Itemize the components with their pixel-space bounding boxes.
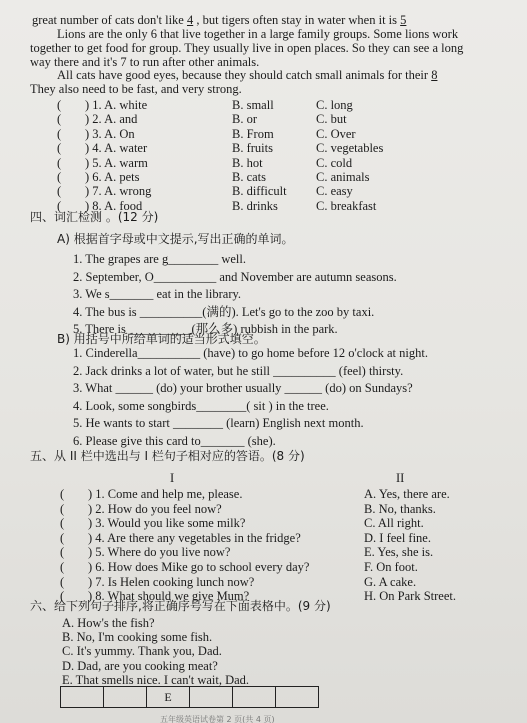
choice-option-b: B. small <box>232 98 274 112</box>
answer-table <box>60 686 319 708</box>
answer-cell[interactable] <box>190 687 233 708</box>
answer-cell[interactable]: E <box>147 687 190 708</box>
answer-paren: ( <box>57 112 62 127</box>
form-item: 2. Jack drinks a lot of water, but he still __________ (feel) thirsty. <box>73 363 404 378</box>
answer-paren: ( <box>60 530 65 545</box>
answer-paren: ( <box>57 155 62 170</box>
choice-option-c: C. but <box>316 112 347 127</box>
reply-option: B. No, thanks. <box>364 501 436 516</box>
sentence-item: C. It's yummy. Thank you, Dad. <box>62 644 222 659</box>
question-text: ) 8. What should we give Mum? <box>88 589 250 604</box>
section-4a-title: A) 根据首字母或中文提示,写出正确的单词。 <box>57 232 294 246</box>
answer-paren: ( <box>57 170 62 184</box>
choice-option-b: B. From <box>232 126 274 141</box>
passage-text: , but tigers often stay in water when it is <box>196 13 398 27</box>
choice-option-a: ) 4. A. water <box>85 141 148 156</box>
question-text: ) 5. Where do you live now? <box>88 545 231 560</box>
answer-paren: ( <box>60 545 65 560</box>
answer-row <box>61 687 319 708</box>
column-2-heading: II <box>396 471 405 485</box>
answer-cell[interactable] <box>104 687 147 708</box>
choice-option-b: B. difficult <box>232 184 287 199</box>
answer-cell[interactable] <box>233 687 276 708</box>
choice-option-a: ) 7. A. wrong <box>85 184 152 199</box>
form-item: 1. Cinderella__________ (have) to go home before 12 o'clock at night. <box>73 346 428 360</box>
question-text: ) 4. Are there any vegetables in the fridge? <box>88 530 301 545</box>
passage-line-2: Lions are the only 6 that live together in a large family groups. Some lions work <box>57 27 459 41</box>
choice-option-b: B. drinks <box>232 198 278 213</box>
answer-paren: ( <box>57 141 62 156</box>
choice-option-b: B. or <box>232 112 257 127</box>
passage-text: great number of cats don't like <box>32 13 184 27</box>
vocab-item: 2. September, O__________ and November are autumn seasons. <box>73 269 397 284</box>
answer-paren: ( <box>60 560 65 574</box>
answer-paren: ( <box>57 98 62 112</box>
reply-option: C. All right. <box>364 516 424 531</box>
answer-cell[interactable] <box>276 687 319 708</box>
passage-line-5 <box>57 68 437 82</box>
answer-paren: ( <box>57 198 62 213</box>
blank-5: 5 <box>400 13 407 27</box>
column-1-heading: I <box>170 471 175 485</box>
answer-paren: ( <box>60 574 65 589</box>
answer-paren: ( <box>60 516 65 531</box>
answer-paren: ( <box>57 126 62 141</box>
passage-text: All cats have good eyes, because they should catch small animals for their <box>57 68 429 82</box>
vocab-item: 3. We s_______ eat in the library. <box>73 287 242 301</box>
vocab-item: 5. There is __________(那么多) rubbish in the park. <box>73 322 338 336</box>
choice-option-c: C. cold <box>316 155 353 170</box>
passage-line-3: together to get food for group. They usually live in open places. So they can see a long <box>30 41 464 55</box>
choice-option-b: B. fruits <box>232 141 273 156</box>
passage-line-1 <box>32 13 406 27</box>
choice-option-c: C. vegetables <box>316 141 384 156</box>
question-text: ) 2. How do you feel now? <box>88 501 222 516</box>
section-5-title: 五、从 II 栏中选出与 I 栏句子相对应的答语。(8 分) <box>30 449 305 463</box>
passage-line-4: way there and it's 7 to run after other animals. <box>30 55 260 69</box>
choice-option-c: C. easy <box>316 184 353 199</box>
section-4-title: 四、词汇检测 。(12 分) <box>30 210 159 224</box>
choice-option-a: ) 3. A. On <box>85 126 135 141</box>
section-4b-title: B) 用括号中所给单词的适当形式填空。 <box>57 332 266 346</box>
form-item: 5. He wants to start ________ (learn) English next month. <box>73 416 364 431</box>
question-text: ) 1. Come and help me, please. <box>88 487 243 501</box>
vocab-item: 1. The grapes are g________ well. <box>73 252 246 266</box>
choice-option-b: B. cats <box>232 170 267 184</box>
choice-option-c: C. animals <box>316 170 370 184</box>
choice-option-a: ) 6. A. pets <box>85 170 140 184</box>
answer-paren: ( <box>57 184 62 199</box>
form-item: 3. What ______ (do) your brother usually ______ (do) on Sundays? <box>73 381 413 396</box>
choice-option-c: C. breakfast <box>316 198 377 213</box>
blank-8: 8 <box>431 68 438 82</box>
reply-option: D. I feel fine. <box>364 530 431 545</box>
reply-option: H. On Park Street. <box>364 589 456 604</box>
choice-option-a: ) 1. A. white <box>85 98 148 112</box>
form-item: 6. Please give this card to_______ (she). <box>73 434 276 448</box>
question-text: ) 3. Would you like some milk? <box>88 516 246 531</box>
sentence-item: E. That smells nice. I can't wait, Dad. <box>62 672 250 687</box>
blank-4: 4 <box>186 13 194 27</box>
sentence-item: B. No, I'm cooking some fish. <box>62 630 213 645</box>
form-item: 4. Look, some songbirds________( sit ) in the tree. <box>73 398 329 413</box>
reply-option: G. A cake. <box>364 574 417 589</box>
reply-option: E. Yes, she is. <box>364 545 434 560</box>
answer-paren: ( <box>60 487 65 501</box>
choice-option-c: C. Over <box>316 126 356 141</box>
question-text: ) 6. How does Mike go to school every day? <box>88 560 310 574</box>
question-text: ) 7. Is Helen cooking lunch now? <box>88 574 255 589</box>
choice-option-a: ) 5. A. warm <box>85 155 148 170</box>
sentence-item: D. Dad, are you cooking meat? <box>62 658 218 673</box>
choice-option-a: ) 8. A. food <box>85 198 143 213</box>
passage-line-6: They also need to be fast, and very strong. <box>30 82 242 96</box>
answer-paren: ( <box>60 589 65 604</box>
reply-option: A. Yes, there are. <box>364 487 450 501</box>
answer-paren: ( <box>60 501 65 516</box>
page-footer: 五年级英语试卷第 2 页(共 4 页) <box>160 715 275 723</box>
reply-option: F. On foot. <box>364 560 418 574</box>
choice-option-b: B. hot <box>232 155 263 170</box>
choice-option-c: C. long <box>316 98 353 112</box>
choice-option-a: ) 2. A. and <box>85 112 138 127</box>
answer-cell[interactable] <box>61 687 104 708</box>
vocab-item: 4. The bus is __________(满的). Let's go to the zoo by taxi. <box>73 304 375 319</box>
section-6-title: 六、给下列句子排序,将正确序号写在下面表格中。(9 分) <box>30 599 331 613</box>
sentence-item: A. How's the fish? <box>62 616 155 630</box>
